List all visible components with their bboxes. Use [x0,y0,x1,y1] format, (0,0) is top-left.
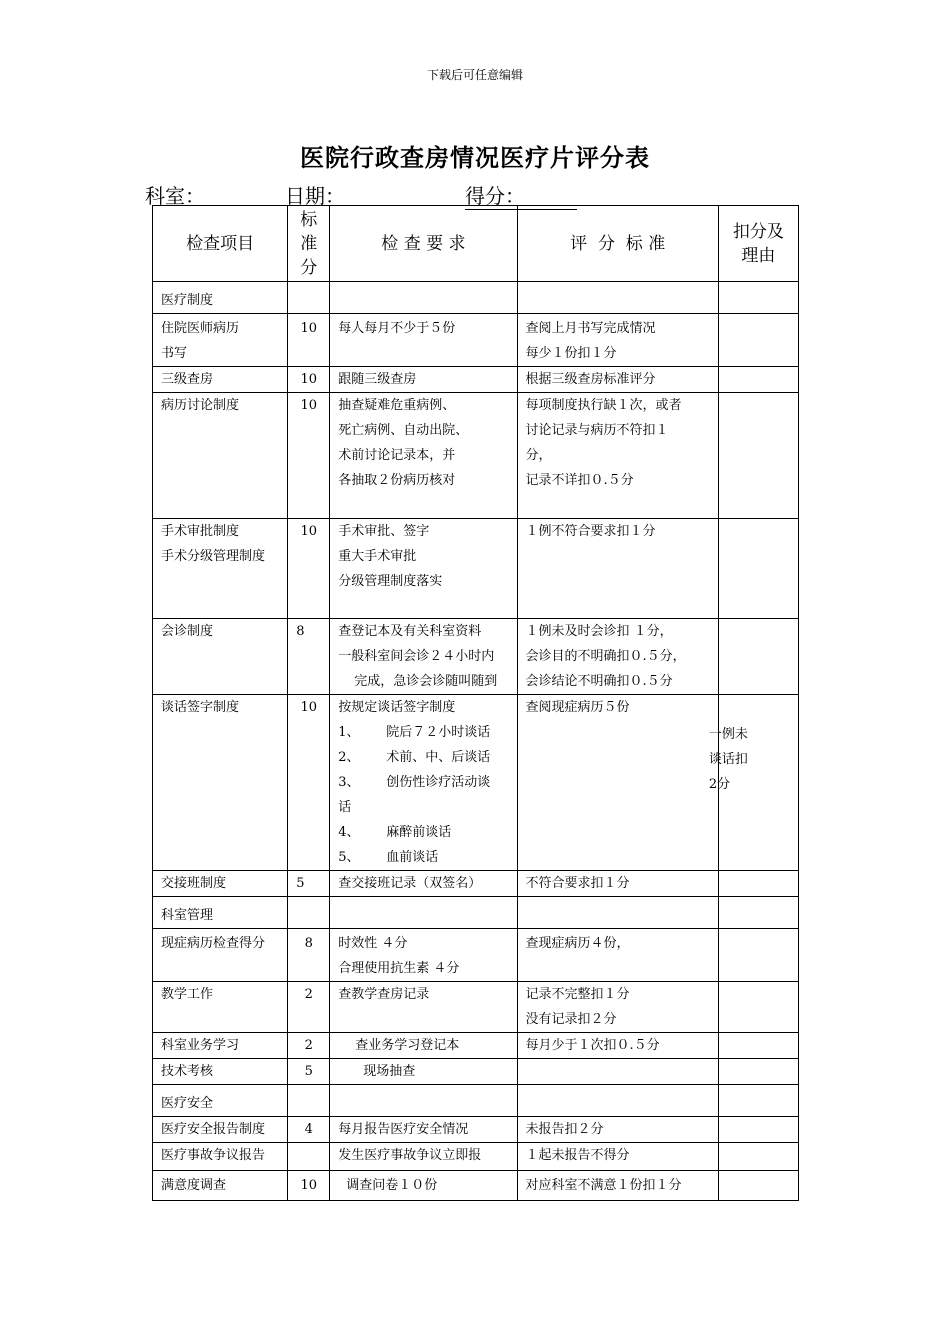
header-row [153,206,799,282]
header-item: 检查项目 [153,206,288,282]
header-deduction: 扣分及 理由 [718,206,798,282]
section-dept-mgmt: 科室管理 [153,897,288,929]
section-row [153,282,799,314]
table-row: 教学工作 2 查教学查房记录 记录不完整扣１分 没有记录扣２分 [153,982,799,1033]
date-label: 日期： [285,184,345,208]
header-requirement: 检 查 要 求 [330,206,517,282]
header-standard-score: 标 准 分 [288,206,330,282]
header-criteria: 评 分 标 准 [517,206,718,282]
section-row [153,1085,799,1117]
table-row: 三级查房 10 跟随三级查房 根据三级查房标准评分 [153,367,799,393]
table-row: 手术审批制度 手术分级管理制度 10 手术审批、签字 重大手术审批 分级管理制度落实 １例不符合要求扣１分 [153,519,799,619]
table-row: 住院医师病历 书写 10 每人每月不少于５份 查阅上月书写完成情况 每少１份扣１分 [153,314,799,367]
score-table [152,205,799,1201]
section-satisfaction: 满意度调查 [153,1171,288,1201]
table-row: 满意度调查 10 调查问卷１０份 对应科室不满意１份扣１分 [153,1171,799,1201]
page-title: 医院行政查房情况医疗片评分表 [300,143,650,172]
table-row: 医疗安全报告制度 4 每月报告医疗安全情况 未报告扣２分 [153,1117,799,1143]
table-row: 医疗事故争议报告 发生医疗事故争议立即报 １起未报告不得分 [153,1143,799,1171]
table-row: 病历讨论制度 10 抽查疑难危重病例、 死亡病例、自动出院、 术前讨论记录本，并 各抽取２份病历核对 每项制度执行缺１次，或者 讨论记录与病历不符扣１ 分， 记录不详扣０.５分 [153,393,799,519]
table-row: 技术考核 5 现场抽查 [153,1059,799,1085]
dept-label: 科室： [145,184,205,208]
section-medical-system: 医疗制度 [153,282,288,314]
watermark-text: 下载后可任意编辑 [426,68,523,82]
section-safety: 医疗安全 [153,1085,288,1117]
deduction-note: 一例未 谈话扣 2分 [708,727,748,792]
score-label: 得分： [465,180,525,210]
section-row [153,897,799,929]
table-row: 科室业务学习 2 查业务学习登记本 每月少于１次扣０.５分 [153,1033,799,1059]
table-row: 会诊制度 8 查登记本及有关科室资料 一般科室间会诊２４小时内 完成，急诊会诊随叫随到 １例未及时会诊扣 １分， 会诊目的不明确扣０.５分， 会诊结论不明确扣０.５分 [153,619,799,695]
table-row: 现症病历检查得分 8 时效性 ４分 合理使用抗生素 ４分 查现症病历４份， [153,929,799,982]
table-row: 谈话签字制度 10 按规定谈话签字制度 1、 院后７２小时谈话 2、 术前、中、后谈话 3、 创伤性诊疗活动谈 话 4、 麻醉前谈话 5、 血前谈话 查阅现症病历５份 一例未 谈话扣 2分 [153,695,799,871]
table-row: 交接班制度 5 查交接班记录（双签名） 不符合要求扣１分 [153,871,799,897]
